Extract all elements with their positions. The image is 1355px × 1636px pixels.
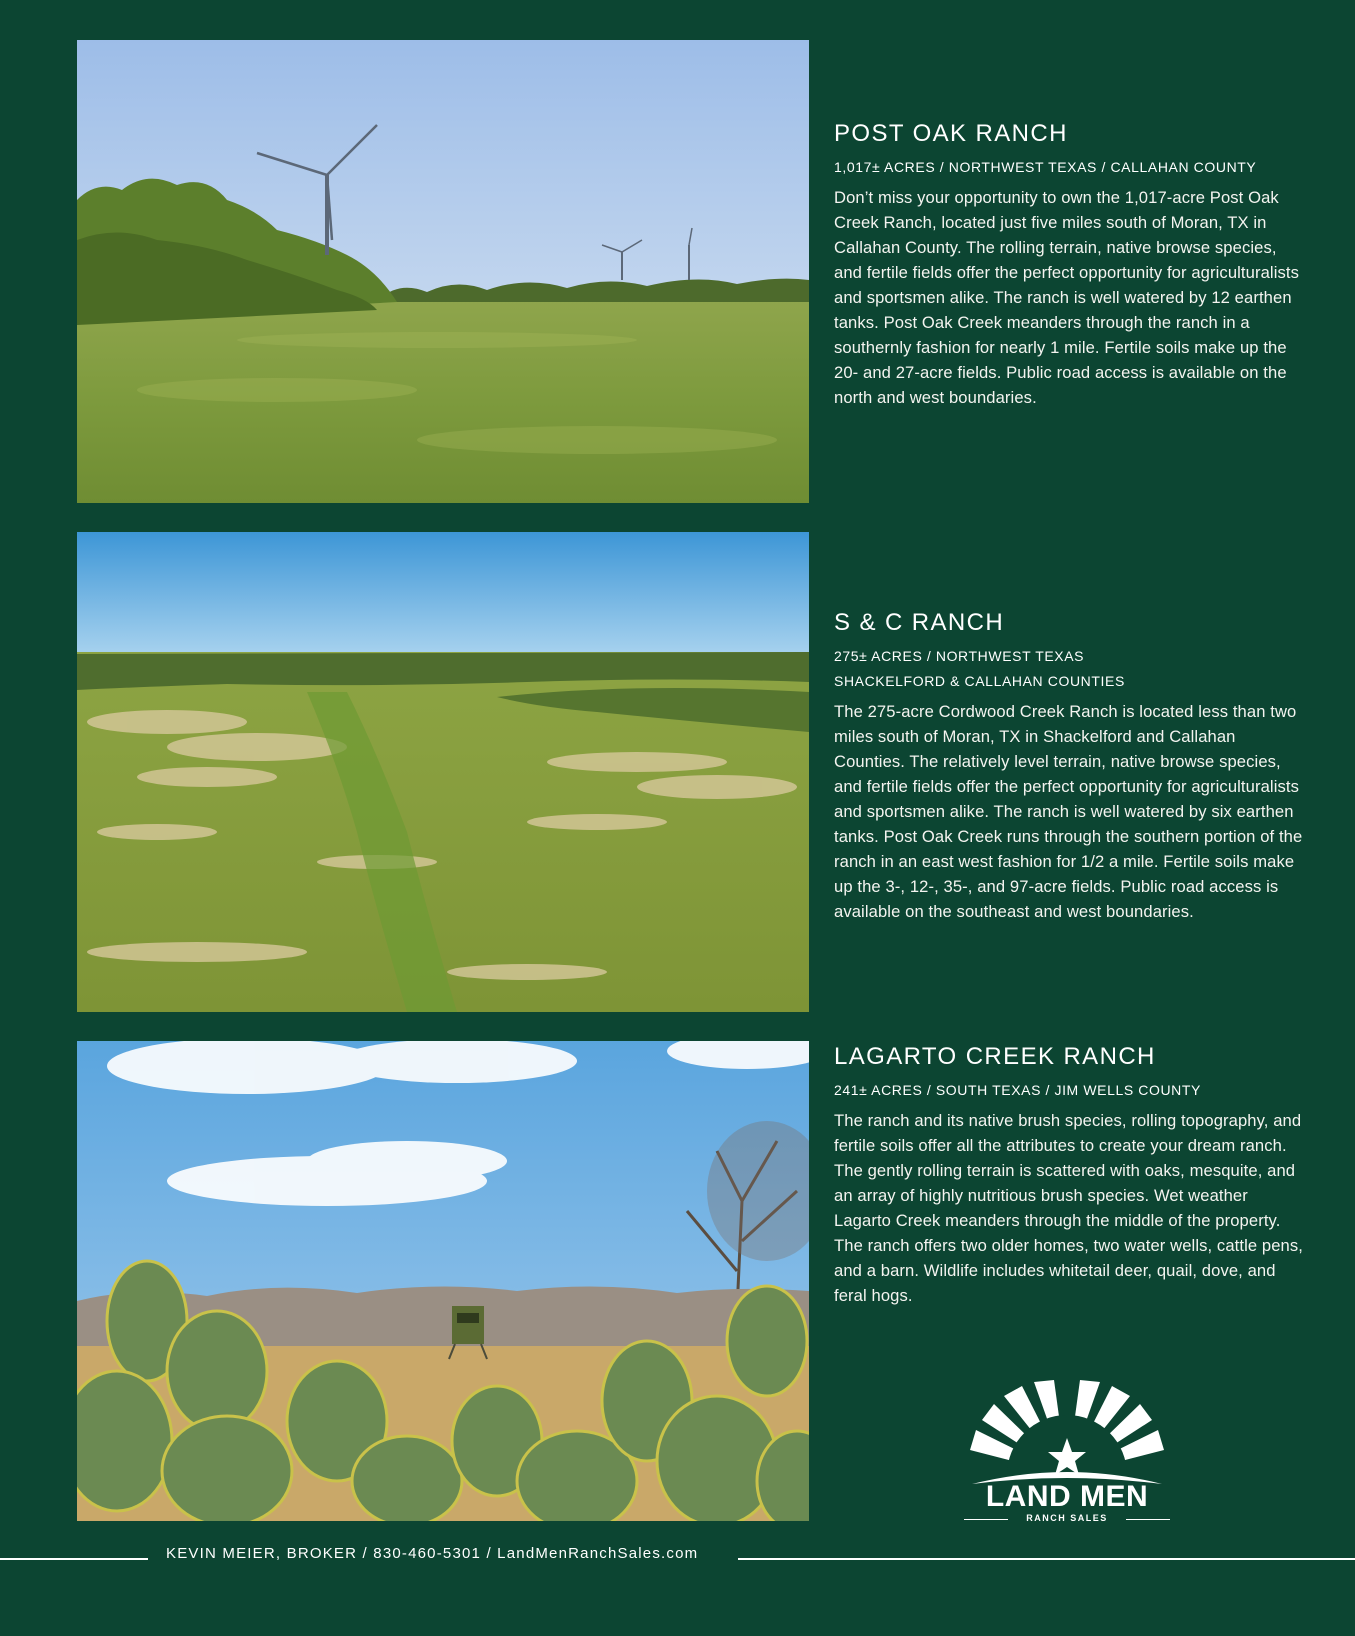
s-and-c-ranch-photo bbox=[77, 532, 809, 1012]
cactus-landscape-image bbox=[77, 1041, 809, 1521]
listing-description: The ranch and its native brush species, rolling topography, and fertile soils offer all the attributes to create your dream ranch. The gently rolling terrain is scattered with oaks, mesquite, and an array of highly nutritious brush species. Wet weather Lagarto Creek meanders through the middle of the property. The ranch offers two older homes, two water wells, cattle pens, and a barn. Wildlife includes whitetail deer, quail, dove, and feral hogs. bbox=[834, 1111, 1303, 1305]
listing-title: POST OAK RANCH bbox=[834, 120, 1068, 147]
field-landscape-image bbox=[77, 40, 809, 503]
listing-title: LAGARTO CREEK RANCH bbox=[834, 1043, 1156, 1070]
listing-post-oak-ranch bbox=[834, 119, 1304, 410]
lagarto-creek-ranch-photo bbox=[77, 1041, 809, 1521]
listing-title: S & C RANCH bbox=[834, 609, 1005, 636]
footer bbox=[0, 1545, 1355, 1565]
pasture-landscape-image bbox=[77, 532, 809, 1012]
listing-subtitle: 275± ACRES / NORTHWEST TEXAS bbox=[834, 648, 1085, 664]
listing-subtitle: 1,017± ACRES / NORTHWEST TEXAS / CALLAHAN COUNTY bbox=[834, 159, 1257, 175]
footer-broker-contact: KEVIN MEIER, BROKER / 830-460-5301 / LandMenRanchSales.com bbox=[166, 1545, 699, 1562]
footer-rule-right bbox=[738, 1558, 1355, 1560]
listing-s-and-c-ranch bbox=[834, 608, 1304, 924]
footer-rule-left bbox=[0, 1558, 148, 1560]
logo-tagline: RANCH SALES bbox=[1026, 1513, 1108, 1523]
logo-rule-right bbox=[1126, 1519, 1170, 1520]
listing-subtitle-counties: SHACKELFORD & CALLAHAN COUNTIES bbox=[834, 673, 1125, 689]
land-men-logo bbox=[962, 1380, 1172, 1525]
listing-description: The 275-acre Cordwood Creek Ranch is located less than two miles south of Moran, TX in Shackelford and Callahan Counties. The relatively level terrain, native browse species, and fertile fields offer the perfect opportunity for agriculturalists and sportsmen alike. The ranch is well watered by six earthen tanks. Post Oak Creek runs through the southern portion of the ranch in an east west fashion for 1/2 a mile. Fertile soils make up the 3-, 12-, 35-, and 97-acre fields. Public road access is available on the southeast and west boundaries. bbox=[834, 702, 1303, 921]
listing-subtitle: 241± ACRES / SOUTH TEXAS / JIM WELLS COUNTY bbox=[834, 1082, 1201, 1098]
sunburst-star-logo-icon bbox=[962, 1380, 1172, 1485]
listing-lagarto-creek-ranch bbox=[834, 1042, 1304, 1308]
logo-name: LAND MEN bbox=[985, 1480, 1149, 1513]
listing-description: Don’t miss your opportunity to own the 1,017-acre Post Oak Creek Ranch, located just five miles south of Moran, TX in Callahan County. The rolling terrain, native browse species, and fertile fields offer the perfect opportunity for agriculturalists and sportsmen alike. The ranch is well watered by 12 earthen tanks. Post Oak Creek meanders through the ranch in a southernly fashion for nearly 1 mile. Fertile soils make up the 20- and 27-acre fields. Public road access is available on the north and west boundaries. bbox=[834, 188, 1300, 407]
post-oak-ranch-photo bbox=[77, 40, 809, 503]
